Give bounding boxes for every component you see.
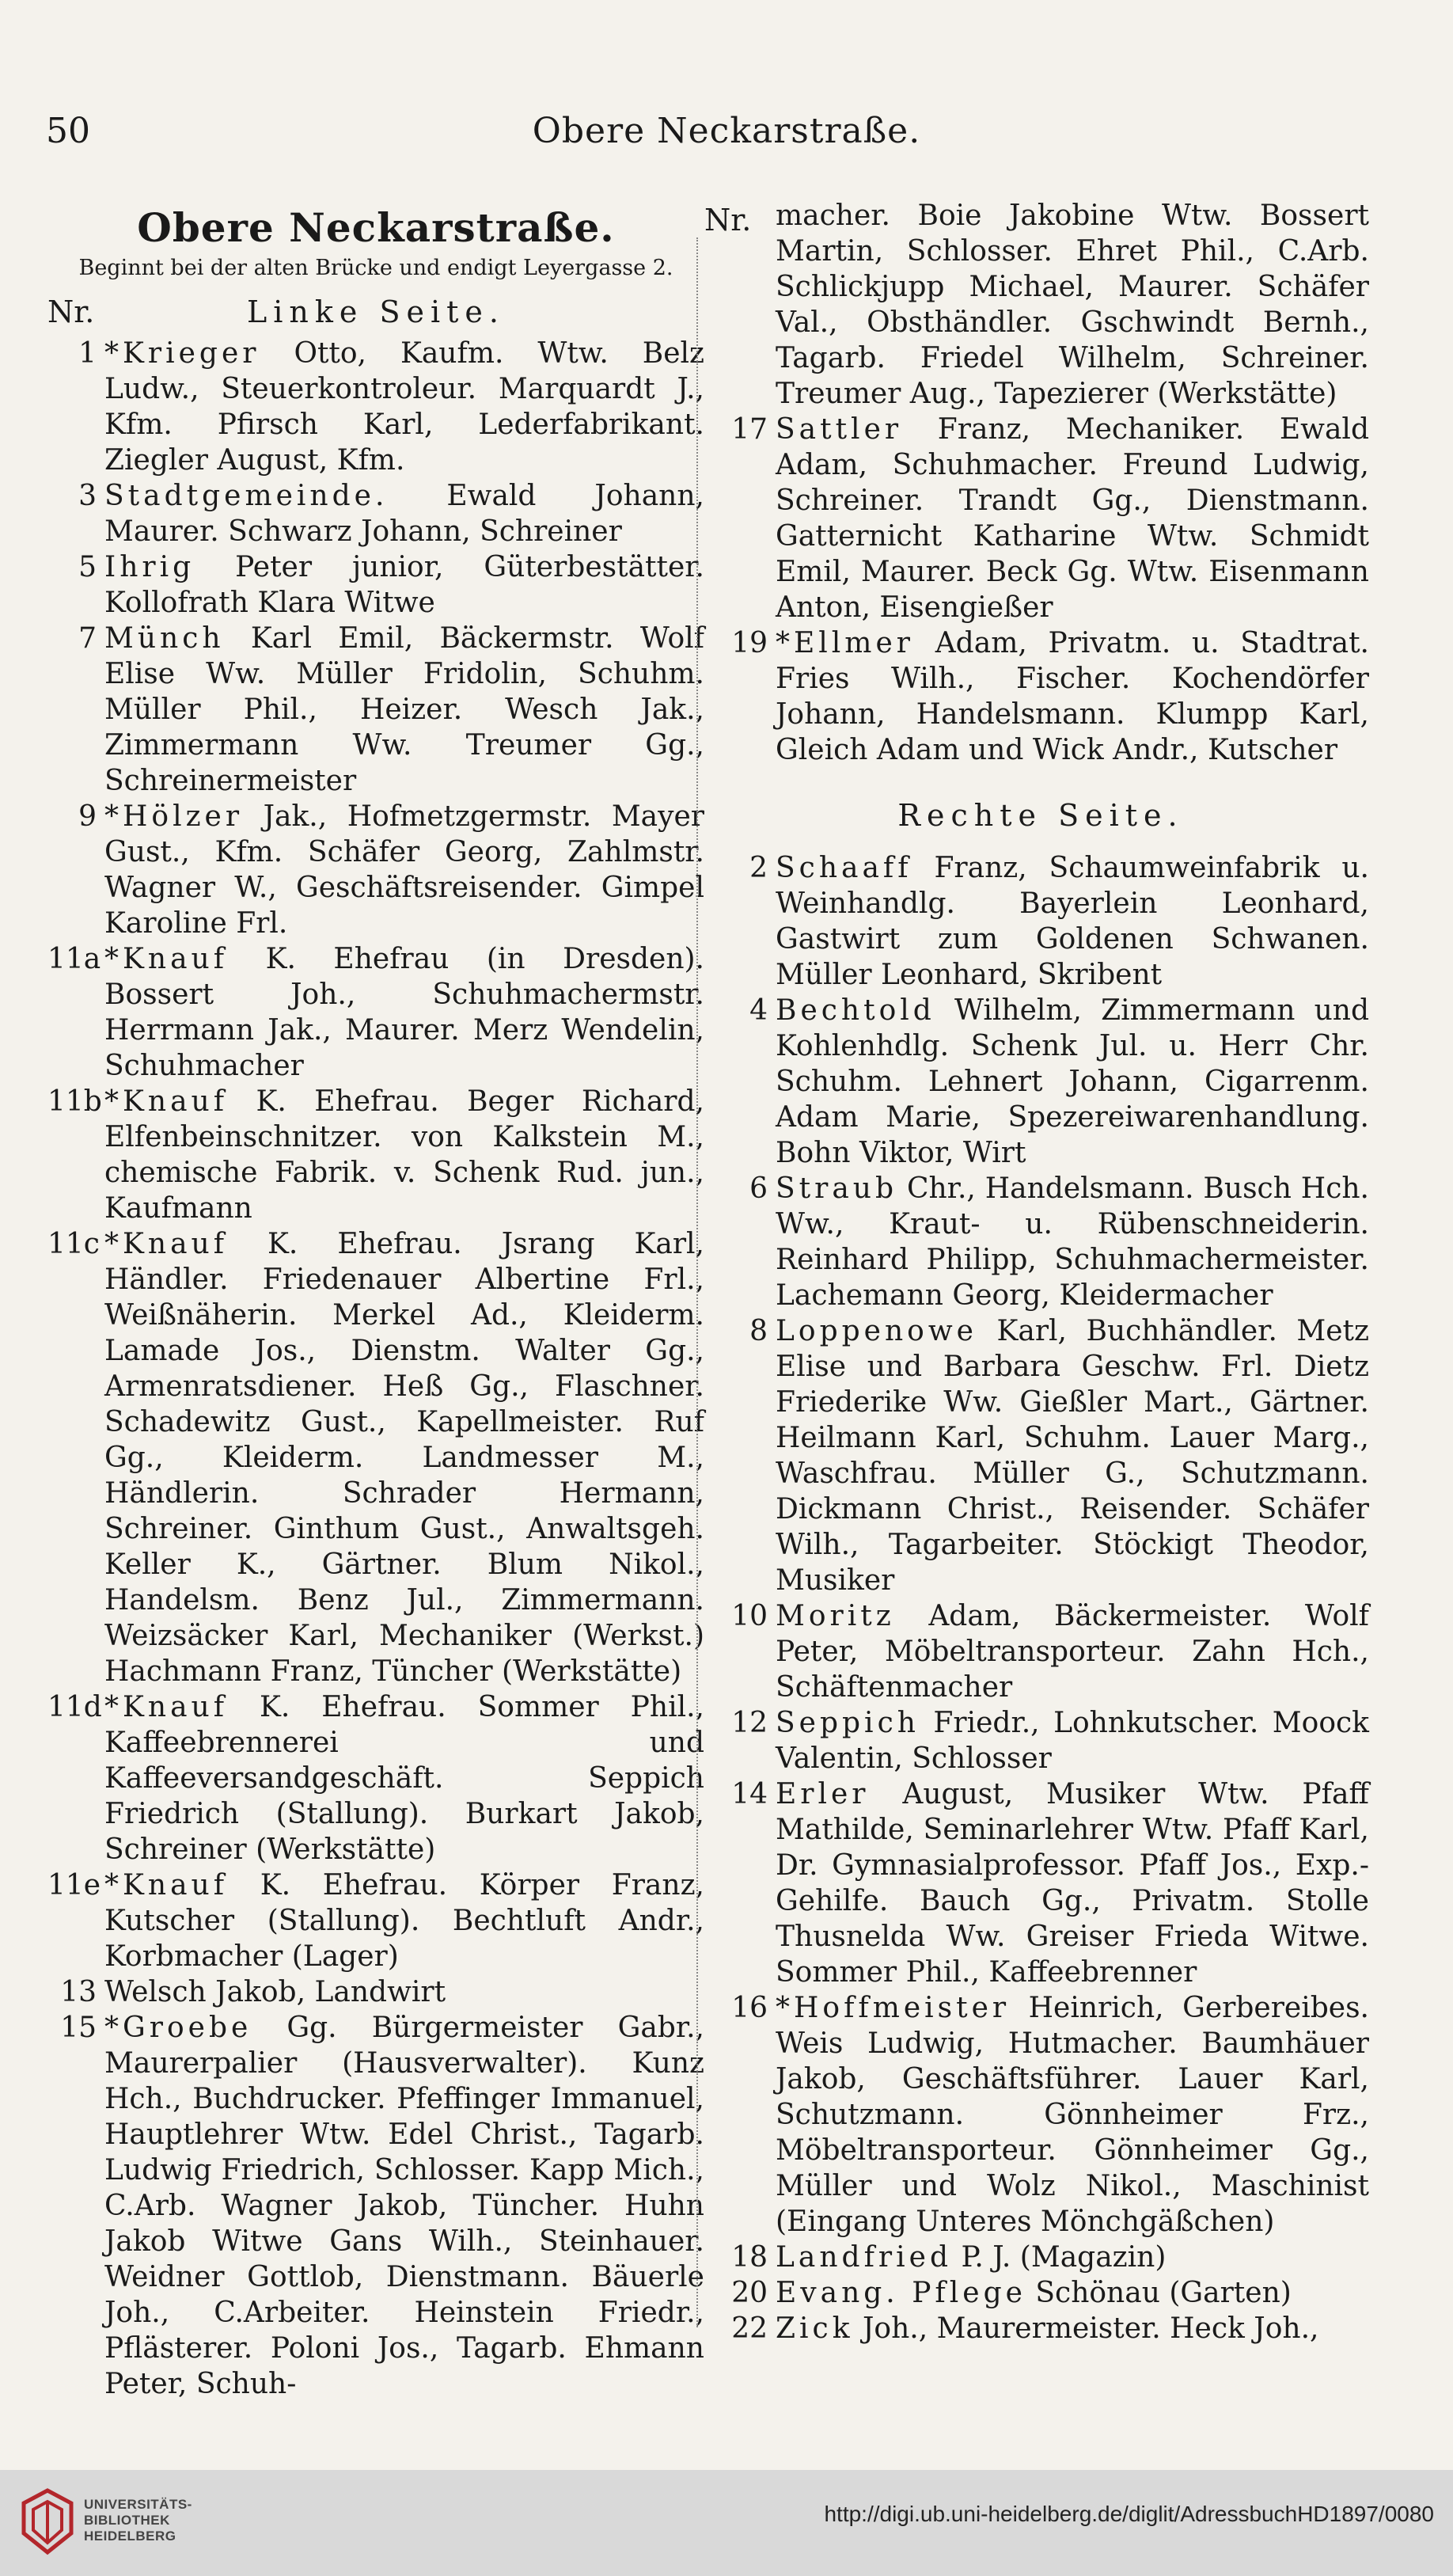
house-number: 12 [731,1707,768,1739]
house-number: 7 [78,622,97,655]
residents-text: P. J. (Magazin) [961,2241,1167,2274]
address-entry [47,1689,704,1867]
residents-text: Joh., Maurermeister. Heck Joh., [862,2312,1319,2345]
address-entry [712,625,1369,768]
left-entry-list [47,336,704,2402]
residents-text: Franz, Schaumweinfabrik u. Weinhandlg. Bayerlein Leonhard, Gastwirt zum Goldenen Schwanen. Müller Leonhard, Skribent [776,852,1369,991]
owner-name: Zick [776,2312,854,2345]
residents-text: Karl, Buchhändler. Metz Elise und Barbara Geschw. Frl. Dietz Friederike Ww. Gießler Mart., Gärtner. Heilmann Karl, Schuhm. Lauer Marg., Waschfrau. Müller G., Schutzmann. Dickmann Christ., Reisender. Schäfer Wilh., Tagarbeiter. Stöckigt Theodor, Musiker [776,1315,1369,1597]
logo-line: BIBLIOTHEK [84,2513,170,2528]
source-url[interactable]: http://digi.ub.uni-heidelberg.de/diglit/AdressbuchHD1897/0080 [824,2502,1434,2526]
owner-name: Seppich [776,1707,920,1739]
address-entry [47,2010,704,2402]
residents-text: Friedr., Lohnkutscher. Moock Valentin, Schlosser [776,1707,1369,1775]
section-subtitle: Beginnt bei der alten Brücke und endigt Leyergasse 2. [78,256,673,280]
address-entry [47,1226,704,1689]
address-entry [47,621,704,799]
residents-text: Karl Emil, Bäckermstr. Wolf Elise Ww. Müller Fridolin, Schuhm. Müller Phil., Heizer. Wesch Jak., Zimmermann Ww. Treumer Gg., Schreinermeister [104,622,704,797]
section-title: Obere Neckarstraße. [137,204,615,251]
house-number: 16 [731,1992,768,2024]
residents-text: K. Ehefrau. Beger Richard, Elfenbeinschnitzer. von Kalkstein M., chemische Fabrik. v. Schenk Rud. jun., Kaufmann [104,1085,704,1225]
house-number: 5 [78,551,97,583]
house-number: 22 [731,2312,768,2345]
residents-text: Wilhelm, Zimmermann und Kohlenhdlg. Schenk Jul. u. Herr Chr. Schuhm. Lehnert Johann, Cigarrenm. Adam Marie, Spezereiwarenhandlung. Bohn Viktor, Wirt [776,994,1369,1169]
house-number: 11a [47,943,101,975]
house-number: 15 [60,2012,97,2044]
address-entry [712,1705,1369,1776]
house-number: 13 [60,1976,97,2008]
house-number: 10 [731,1600,768,1632]
house-number: 19 [731,627,768,659]
address-entry [712,2275,1369,2311]
address-entry [712,850,1369,993]
left-column [47,198,704,2402]
residents-text: Adam, Privatm. u. Stadtrat. Fries Wilh., Fischer. Kochendörfer Johann, Handelsmann. Klumpp Karl, Gleich Adam und Wick Andr., Kutscher [776,627,1369,766]
residents-text: Heinrich, Gerbereibes. Weis Ludwig, Hutmacher. Baumhäuer Jakob, Geschäftsführer. Lauer Karl, Schutzmann. Gönnheimer Frz., Möbeltransporteur. Gönnheimer Gg., Müller und Wolz Nikol., Maschinist (Eingang Unteres Mönchgäßchen) [776,1992,1369,2238]
residents-text: Franz, Mechaniker. Ewald Adam, Schuhmacher. Freund Ludwig, Schreiner. Trandt Gg., Dienstmann. Gatternicht Katharine Wtw. Schmidt Emil, Maurer. Beck Gg. Wtw. Eisenmann Anton, Eisengießer [776,413,1369,624]
house-number: 2 [749,852,768,884]
residents-text: Peter junior, Güterbestätter. Kollofrath Klara Witwe [104,551,704,619]
house-number: 11b [47,1085,102,1118]
owner-name: *Knauf [104,1869,229,1902]
address-entry [47,799,704,941]
address-entry [47,1867,704,1974]
logo-line: HEIDELBERG [84,2529,176,2544]
owner-name: Bechtold [776,994,935,1027]
residents-text: Otto, Kaufm. Wtw. Belz Ludw., Steuerkontroleur. Marquardt J., Kfm. Pfirsch Karl, Lederfabrikant. Ziegler August, Kfm. [104,337,704,477]
footer-bar [0,2470,1453,2576]
residents-text: Welsch Jakob, Landwirt [104,1976,446,2008]
house-number: 8 [749,1315,768,1347]
owner-name: Erler [776,1778,870,1810]
owner-name: *Knauf [104,1085,229,1118]
owner-name: Schaaff [776,852,912,884]
owner-name: Straub [776,1172,898,1205]
residents-text: Jak., Hofmetzgermstr. Mayer Gust., Kfm. Schäfer Georg, Zahlmstr. Wagner W., Geschäftsreisender. Gimpel Karoline Frl. [104,800,704,940]
owner-name: Evang. Pflege [776,2277,1026,2309]
house-number: 4 [749,994,768,1027]
house-number: 11e [47,1869,101,1902]
right-entry-list-b [712,850,1369,2346]
address-entry [47,941,704,1084]
running-head: Obere Neckarstraße. [532,111,921,151]
address-entry [712,1776,1369,1990]
owner-name: Stadtgemeinde. [104,480,389,512]
house-number: 14 [731,1778,768,1810]
address-entry [712,1171,1369,1313]
owner-name: *Knauf [104,943,229,975]
house-number: 17 [731,413,768,446]
owner-name: *Krieger [104,337,260,370]
house-number: 20 [731,2277,768,2309]
owner-name: *Groebe [104,2012,252,2044]
nr-label-right: Nr. [704,203,752,237]
owner-name: *Hölzer [104,800,244,833]
address-entry [712,1990,1369,2240]
residents-text: Ewald Johann, Maurer. Schwarz Johann, Schreiner [104,480,704,548]
continuation-entry: macher. Boie Jakobine Wtw. Bossert Martin, Schlosser. Ehret Phil., C.Arb. Schlickjupp Michael, Maurer. Schäfer Val., Obsthändler. Gschwindt Bernh., Tagarb. Friedel Wilhelm, Schreiner. Treumer Aug., Tapezierer (Werkstätte) [776,199,1369,410]
house-number: 11d [47,1691,102,1723]
side-label-left: Linke Seite. [247,294,505,329]
owner-name: *Knauf [104,1228,229,1260]
residents-text: K. Ehefrau. Sommer Phil., Kaffeebrennerei und Kaffeeversandgeschäft. Seppich Friedrich (Stallung). Burkart Jakob, Schreiner (Werkstätte) [104,1691,704,1866]
side-label-right: Rechte Seite. [897,798,1184,833]
owner-name: *Knauf [104,1691,229,1723]
owner-name: Moritz [776,1600,895,1632]
university-seal-icon [17,2487,78,2555]
owner-name: *Ellmer [776,627,914,659]
address-entry [712,412,1369,625]
house-number: 3 [78,480,97,512]
address-entry [712,2240,1369,2275]
residents-text: K. Ehefrau. Jsrang Karl, Händler. Friedenauer Albertine Frl., Weißnäherin. Merkel Ad., Kleiderm. Lamade Jos., Dienstm. Walter Gg., Armenratsdiener. Heß Gg., Flaschner. Schadewitz Gust., Kapellmeister. Ruf Gg., Kleiderm. Landmesser M., Händlerin. Schrader Hermann, Schreiner. Ginthum Gust., Anwaltsgeh. Keller K., Gärtner. Blum Nikol., Handelsm. Benz Jul., Zimmermann. Weizsäcker Karl, Mechaniker (Werkst.) Hachmann Franz, Tüncher (Werkstätte) [104,1228,704,1688]
address-entry [47,1084,704,1226]
residents-text: Chr., Handelsmann. Busch Hch. Ww., Kraut- u. Rübenschneiderin. Reinhard Philipp, Schuhmachermeister. Lachemann Georg, Kleidermacher [776,1172,1369,1312]
address-entry [47,549,704,621]
address-entry [47,1974,704,2010]
house-number: 1 [78,337,97,370]
address-entry [712,1313,1369,1598]
address-entry [712,1598,1369,1705]
house-number: 18 [731,2241,768,2274]
residents-text: Adam, Bäckermeister. Wolf Peter, Möbeltransporteur. Zahn Hch., Schäftenmacher [776,1600,1369,1704]
house-number: 11c [47,1228,100,1260]
logo-line: UNIVERSITÄTS- [84,2497,192,2512]
residents-text: Schönau (Garten) [1035,2277,1292,2309]
owner-name: Landfried [776,2241,952,2274]
house-number: 6 [749,1172,768,1205]
right-entry-list-a [712,412,1369,768]
residents-text: Gg. Bürgermeister Gabr., Maurerpalier (Hausverwalter). Kunz Hch., Buchdrucker. Pfeffinger Immanuel, Hauptlehrer Wtw. Edel Christ., Tagarb. Ludwig Friedrich, Schlosser. Kapp Mich., C.Arb. Wagner Jakob, Tüncher. Huhn Jakob Witwe Gans Wilh., Steinhauer. Weidner Gottlob, Dienstmann. Bäuerle Joh., C.Arbeiter. Heinstein Friedr., Pflästerer. Poloni Jos., Tagarb. Ehmann Peter, Schuh- [104,2012,704,2400]
column-divider [696,237,698,2327]
address-entry [47,336,704,478]
owner-name: Münch [104,622,225,655]
residents-text: K. Ehefrau. Körper Franz, Kutscher (Stallung). Bechtluft Andr., Korbmacher (Lager) [104,1869,704,1973]
owner-name: Ihrig [104,551,195,583]
library-logo-text [84,2497,192,2544]
house-number: 9 [78,800,97,833]
residents-text: K. Ehefrau (in Dresden). Bossert Joh., Schuhmachermstr. Herrmann Jak., Maurer. Merz Wendelin, Schuhmacher [104,943,704,1082]
address-entry [712,2311,1369,2346]
residents-text: August, Musiker Wtw. Pfaff Mathilde, Seminarlehrer Wtw. Pfaff Karl, Dr. Gymnasialprofessor. Pfaff Jos., Exp.-Gehilfe. Bauch Gg., Privatm. Stolle Thusnelda Ww. Greiser Frieda Witwe. Sommer Phil., Kaffeebrenner [776,1778,1369,1989]
owner-name: Sattler [776,413,903,446]
nr-label: Nr. [47,294,95,329]
address-entry [47,478,704,549]
address-entry [712,993,1369,1171]
left-column-header [47,294,704,336]
page-number: 50 [46,111,90,151]
right-column [704,198,1369,2346]
owner-name: Loppenowe [776,1315,977,1347]
owner-name: *Hoffmeister [776,1992,1011,2024]
